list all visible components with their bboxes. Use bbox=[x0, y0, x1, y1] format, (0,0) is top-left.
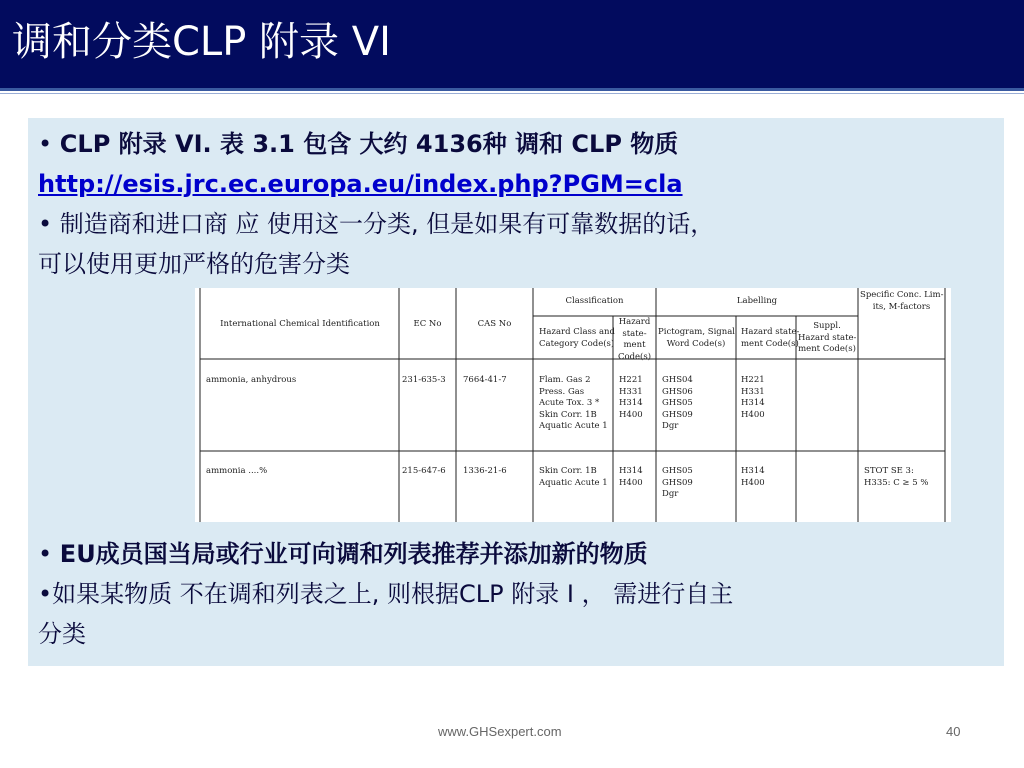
bullet-4-line-1: •如果某物质 不在调和列表之上, 则根据CLP 附录 I ， 需进行自主 bbox=[38, 580, 734, 608]
row1-hazard-class: Flam. Gas 2 Press. Gas Acute Tox. 3 * Skin Corr. 1B Aquatic Acute 1 bbox=[539, 375, 608, 431]
row2-label-hazard-statement: H314 H400 bbox=[741, 466, 765, 488]
footer-url: www.GHSexpert.com bbox=[438, 724, 562, 739]
bullet-marker: • bbox=[38, 540, 60, 568]
content-box bbox=[28, 118, 1004, 666]
row2-pictogram: GHS05 GHS09 Dgr bbox=[662, 466, 693, 499]
header-chemical-id: International Chemical Identification bbox=[220, 319, 380, 329]
header-label-hazard-statement: Hazard state- ment Code(s) bbox=[741, 327, 800, 349]
title-divider bbox=[0, 88, 1024, 91]
row2-name: ammonia ....% bbox=[206, 466, 268, 476]
classification-table bbox=[195, 288, 951, 522]
row1-hazard-statement: H221 H331 H314 H400 bbox=[619, 375, 643, 420]
bullet-1-link-line bbox=[38, 168, 683, 200]
bullet-1-text: CLP 附录 VI. 表 3.1 包含 大约 4136种 调和 CLP 物质 bbox=[59, 130, 679, 158]
bullet-marker: • bbox=[38, 130, 60, 158]
row2-ec: 215-647-6 bbox=[402, 466, 446, 476]
row1-name: ammonia, anhydrous bbox=[206, 375, 297, 385]
bullet-2-line-2: 可以使用更加严格的危害分类 bbox=[38, 250, 350, 278]
row1-label-hazard-statement: H221 H331 H314 H400 bbox=[741, 375, 765, 420]
esis-link[interactable]: http://esis.jrc.ec.europa.eu/index.php?PGM=cla bbox=[38, 170, 683, 198]
title-divider-thin bbox=[0, 93, 1024, 94]
row1-ec: 231-635-3 bbox=[402, 375, 446, 385]
row2-hazard-class: Skin Corr. 1B Aquatic Acute 1 bbox=[539, 466, 608, 488]
header-cas-no: CAS No bbox=[477, 319, 512, 329]
header-labelling: Labelling bbox=[736, 296, 778, 306]
header-specific-conc: Specific Conc. Lim- its, M-factors bbox=[860, 290, 944, 312]
bullet-3 bbox=[38, 538, 648, 570]
page-number: 40 bbox=[946, 724, 961, 739]
header-suppl-hazard: Suppl. Hazard state- ment Code(s) bbox=[798, 321, 857, 354]
header-ec-no: EC No bbox=[413, 319, 442, 329]
bullet-2-line-1: • 制造商和进口商 应 使用这一分类, 但是如果有可靠数据的话， bbox=[38, 210, 715, 238]
bullet-3-text: EU成员国当局或行业可向调和列表推荐并添加新的物质 bbox=[59, 540, 648, 568]
header-pictogram: Pictogram, Signal Word Code(s) bbox=[658, 327, 736, 349]
bullet-4-line-2: 分类 bbox=[38, 620, 86, 648]
header-hazard-statement: Hazard state- ment Code(s) bbox=[617, 317, 652, 362]
slide-title: 调和分类CLP 附录 VI bbox=[12, 19, 391, 65]
row1-pictogram: GHS04 GHS06 GHS05 GHS09 Dgr bbox=[662, 375, 693, 431]
bullet-1 bbox=[38, 128, 678, 160]
header-classification: Classification bbox=[565, 296, 624, 306]
header-hazard-class: Hazard Class and Category Code(s) bbox=[539, 327, 615, 349]
row2-cas: 1336-21-6 bbox=[463, 466, 507, 476]
row1-cas: 7664-41-7 bbox=[463, 375, 507, 385]
row2-specific-conc: STOT SE 3: H335: C ≥ 5 % bbox=[864, 466, 929, 488]
title-bar bbox=[0, 0, 1024, 88]
row2-hazard-statement: H314 H400 bbox=[619, 466, 643, 488]
